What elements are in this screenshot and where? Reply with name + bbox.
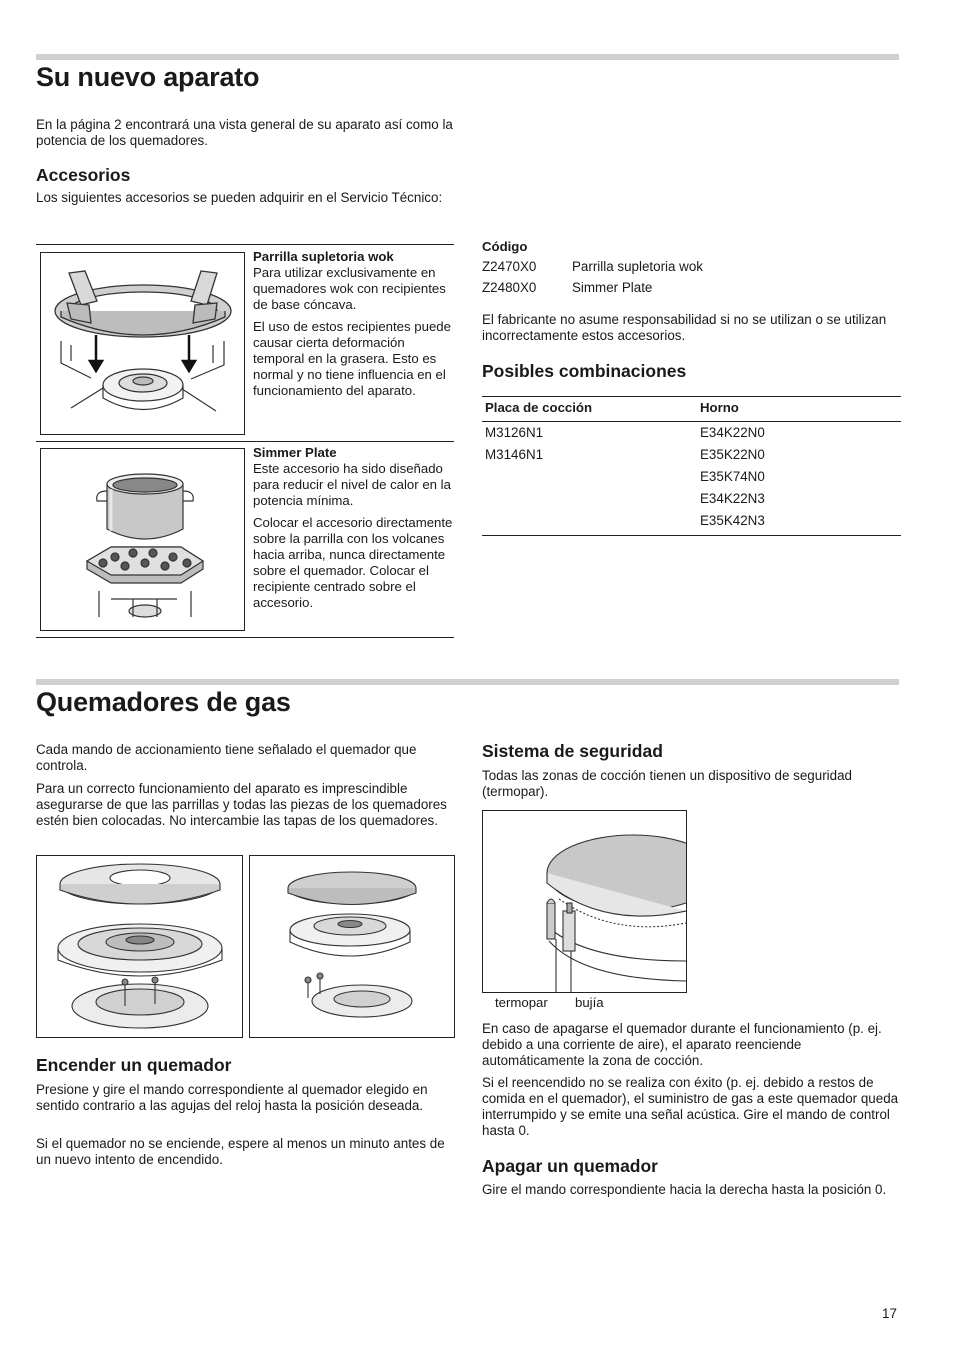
wok-support-illustration: [40, 252, 245, 435]
combo-col-horno: Horno: [700, 400, 739, 415]
seguridad-p3: Si el reencendido no se realiza con éxito (p. ej. debido a restos de comida en el quemador), el suministro de gas a este quemador queda interrumpido y se emite una señal acústica. Gire el mando de control hasta 0.: [482, 1075, 899, 1138]
combo-horno-cell: E34K22N0: [700, 425, 765, 440]
codigo-code: Z2470X0: [482, 259, 537, 274]
apagar-p1: Gire el mando correspondiente hacia la derecha hasta la posición 0.: [482, 1182, 887, 1197]
combo-horno-cell: E34K22N3: [700, 491, 765, 506]
heading-posibles-combinaciones: Posibles combinaciones: [482, 361, 687, 381]
combo-col-placa: Placa de cocción: [485, 400, 593, 415]
section-title-nuevo-aparato: Su nuevo aparato: [36, 62, 260, 92]
encender-p1: Presione y gire el mando correspondiente al quemador elegido en sentido contrario a las agujas del reloj hasta la posición deseada.: [36, 1082, 428, 1113]
accessory-wok-p1: Para utilizar exclusivamente en quemadores wok con recipientes de base cóncava.: [253, 265, 446, 312]
combo-table-header-rule: [482, 421, 901, 422]
section-title-quemadores: Quemadores de gas: [36, 687, 291, 717]
codigo-name: Simmer Plate: [572, 280, 653, 295]
simmer-plate-illustration: [40, 448, 245, 631]
accessory-simmer-p2: Colocar el accesorio directamente sobre la parrilla con los volcanes hacia arriba, nunca directamente sobre el quemador. Colocar el recipiente centrado sobre el accesorio.: [253, 515, 453, 610]
codigo-name: Parrilla supletoria wok: [572, 259, 703, 274]
section-rule: [36, 679, 899, 685]
heading-accesorios: Accesorios: [36, 165, 131, 185]
combo-placa-cell: M3126N1: [485, 425, 544, 440]
quemadores-p1: Cada mando de accionamiento tiene señalado el quemador que controla.: [36, 742, 417, 773]
thermocouple-illustration: [482, 810, 687, 993]
accessory-wok-description: [253, 249, 453, 399]
combo-placa-cell: M3146N1: [485, 447, 544, 462]
combo-table-bottom-rule: [482, 535, 901, 536]
accessory-simmer-p1: Este accesorio ha sido diseñado para reducir el nivel de calor en la potencia mínima.: [253, 461, 451, 508]
accessory-simmer-description: [253, 445, 453, 611]
codigo-heading: Código: [482, 239, 528, 254]
page-number: 17: [882, 1306, 897, 1321]
intro-text: En la página 2 encontrará una vista general de su aparato así como la potencia de los quemadores.: [36, 117, 453, 148]
burner-large-illustration: [36, 855, 243, 1038]
combo-horno-cell: E35K22N0: [700, 447, 765, 462]
heading-sistema-seguridad: Sistema de seguridad: [482, 741, 663, 761]
bujia-label: bujía: [575, 995, 604, 1010]
seguridad-p2: En caso de apagarse el quemador durante el funcionamiento (p. ej. debido a una corriente de aire), el aparato reenciende automáticamente la zona de cocción.: [482, 1021, 882, 1068]
combo-horno-cell: E35K74N0: [700, 469, 765, 484]
heading-apagar: Apagar un quemador: [482, 1156, 658, 1176]
combo-horno-cell: E35K42N3: [700, 513, 765, 528]
accessory-table-mid-rule: [36, 441, 454, 442]
termopar-label: termopar: [495, 995, 548, 1010]
accessory-wok-title: Parrilla supletoria wok: [253, 249, 394, 264]
accesorios-text: Los siguientes accesorios se pueden adquirir en el Servicio Técnico:: [36, 190, 443, 205]
encender-p2: Si el quemador no se enciende, espere al menos un minuto antes de un nuevo intento de encendido.: [36, 1136, 445, 1167]
seguridad-p1: Todas las zonas de cocción tienen un dispositivo de seguridad (termopar).: [482, 768, 852, 799]
quemadores-p2: Para un correcto funcionamiento del aparato es imprescindible asegurarse de que las parrillas y todas las piezas de los quemadores estén bien colocadas. No intercambie las tapas de los quemadores.: [36, 781, 447, 828]
accessory-wok-p2: El uso de estos recipientes puede causar cierta deformación temporal en la grasera. Esto es normal y no tiene influencia en el funcionamiento del aparato.: [253, 319, 451, 398]
accessory-table-top-rule: [36, 244, 454, 245]
section-rule: [36, 54, 899, 60]
codigo-code: Z2480X0: [482, 280, 537, 295]
accessory-table-bottom-rule: [36, 637, 454, 638]
codigo-note: El fabricante no asume responsabilidad si no se utilizan o se utilizan incorrectamente estos accesorios.: [482, 312, 887, 343]
accessory-simmer-title: Simmer Plate: [253, 445, 337, 460]
combo-table-top-rule: [482, 396, 901, 397]
burner-small-illustration: [249, 855, 455, 1038]
heading-encender: Encender un quemador: [36, 1055, 232, 1075]
